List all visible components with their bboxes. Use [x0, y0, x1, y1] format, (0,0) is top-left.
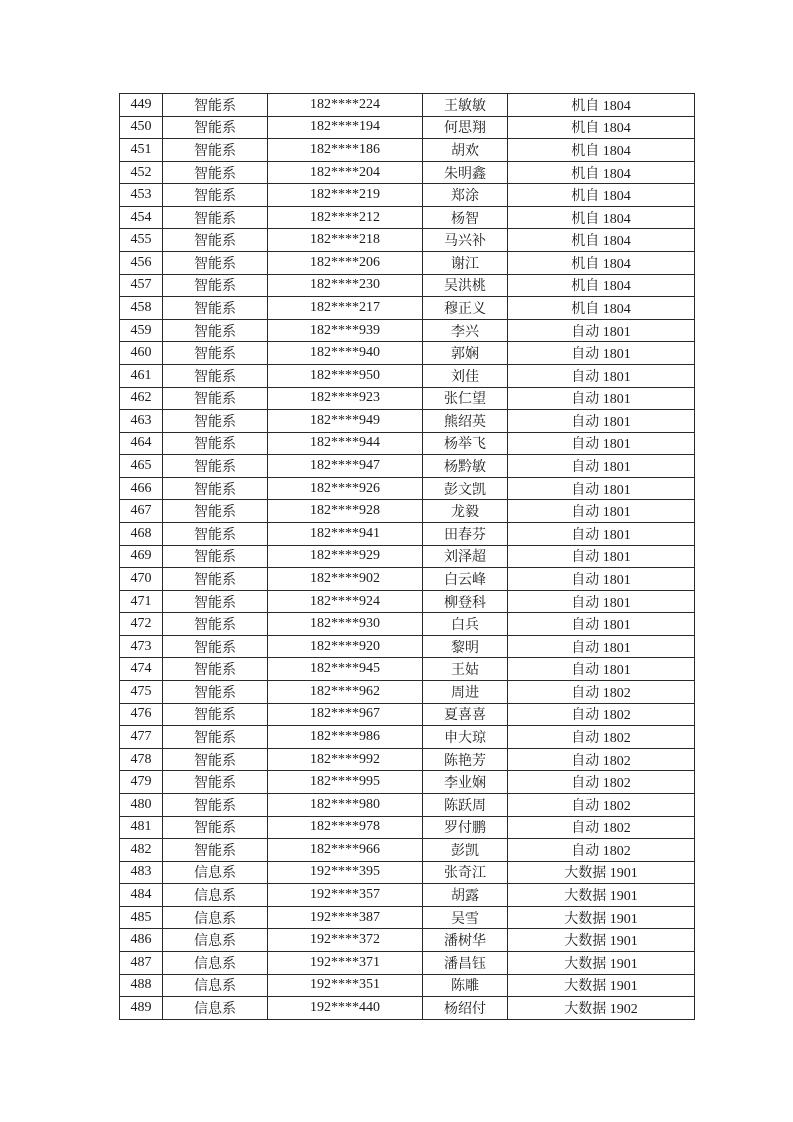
table-row: [120, 590, 695, 613]
department-cell: 智能系: [163, 726, 268, 749]
department-cell: 智能系: [163, 568, 268, 591]
table-row: [120, 997, 695, 1020]
department-cell: 信息系: [163, 951, 268, 974]
table-row: [120, 410, 695, 433]
class-cell: 机自 1804: [508, 139, 695, 162]
row-number-cell: 480: [120, 793, 163, 816]
student-id-cell: 182****924: [268, 590, 423, 613]
table-row: [120, 771, 695, 794]
student-id-cell: 182****940: [268, 342, 423, 365]
row-number-cell: 472: [120, 613, 163, 636]
student-name-cell: 李业娴: [423, 771, 508, 794]
student-name-cell: 张奇江: [423, 861, 508, 884]
table-row: [120, 477, 695, 500]
class-cell: 大数据 1901: [508, 974, 695, 997]
student-id-cell: 182****995: [268, 771, 423, 794]
student-id-cell: 182****230: [268, 274, 423, 297]
department-cell: 智能系: [163, 410, 268, 433]
student-roster-table: [119, 93, 695, 1020]
student-id-cell: 182****212: [268, 206, 423, 229]
table-row: [120, 545, 695, 568]
student-name-cell: 潘树华: [423, 929, 508, 952]
row-number-cell: 463: [120, 410, 163, 433]
student-id-cell: 182****950: [268, 364, 423, 387]
student-id-cell: 192****440: [268, 997, 423, 1020]
row-number-cell: 477: [120, 726, 163, 749]
student-name-cell: 王敏敏: [423, 94, 508, 117]
class-cell: 自动 1802: [508, 771, 695, 794]
row-number-cell: 456: [120, 252, 163, 275]
department-cell: 智能系: [163, 613, 268, 636]
table-row: [120, 161, 695, 184]
row-number-cell: 478: [120, 748, 163, 771]
student-name-cell: 谢江: [423, 252, 508, 275]
class-cell: 大数据 1901: [508, 951, 695, 974]
department-cell: 智能系: [163, 635, 268, 658]
table-row: [120, 522, 695, 545]
student-id-cell: 182****978: [268, 816, 423, 839]
class-cell: 大数据 1901: [508, 906, 695, 929]
department-cell: 智能系: [163, 522, 268, 545]
row-number-cell: 453: [120, 184, 163, 207]
department-cell: 智能系: [163, 681, 268, 704]
department-cell: 智能系: [163, 252, 268, 275]
student-id-cell: 182****992: [268, 748, 423, 771]
row-number-cell: 459: [120, 319, 163, 342]
class-cell: 自动 1801: [508, 658, 695, 681]
class-cell: 大数据 1902: [508, 997, 695, 1020]
student-id-cell: 182****186: [268, 139, 423, 162]
row-number-cell: 451: [120, 139, 163, 162]
class-cell: 机自 1804: [508, 94, 695, 117]
class-cell: 自动 1801: [508, 522, 695, 545]
department-cell: 智能系: [163, 658, 268, 681]
student-name-cell: 吴雪: [423, 906, 508, 929]
class-cell: 自动 1802: [508, 748, 695, 771]
table-row: [120, 455, 695, 478]
student-name-cell: 陈跃周: [423, 793, 508, 816]
class-cell: 自动 1802: [508, 839, 695, 862]
row-number-cell: 470: [120, 568, 163, 591]
table-row: [120, 929, 695, 952]
table-row: [120, 319, 695, 342]
department-cell: 智能系: [163, 771, 268, 794]
class-cell: 自动 1801: [508, 500, 695, 523]
student-name-cell: 彭凯: [423, 839, 508, 862]
student-name-cell: 穆正义: [423, 297, 508, 320]
department-cell: 智能系: [163, 590, 268, 613]
table-row: [120, 206, 695, 229]
table-row: [120, 703, 695, 726]
department-cell: 智能系: [163, 545, 268, 568]
department-cell: 智能系: [163, 116, 268, 139]
student-id-cell: 182****980: [268, 793, 423, 816]
student-name-cell: 杨绍付: [423, 997, 508, 1020]
class-cell: 自动 1801: [508, 319, 695, 342]
department-cell: 智能系: [163, 297, 268, 320]
student-id-cell: 182****949: [268, 410, 423, 433]
student-id-cell: 182****217: [268, 297, 423, 320]
department-cell: 智能系: [163, 274, 268, 297]
row-number-cell: 475: [120, 681, 163, 704]
student-id-cell: 182****219: [268, 184, 423, 207]
row-number-cell: 482: [120, 839, 163, 862]
class-cell: 大数据 1901: [508, 861, 695, 884]
class-cell: 机自 1804: [508, 161, 695, 184]
class-cell: 机自 1804: [508, 229, 695, 252]
department-cell: 智能系: [163, 139, 268, 162]
student-name-cell: 彭文凯: [423, 477, 508, 500]
student-name-cell: 龙毅: [423, 500, 508, 523]
department-cell: 智能系: [163, 816, 268, 839]
row-number-cell: 487: [120, 951, 163, 974]
student-id-cell: 182****204: [268, 161, 423, 184]
student-id-cell: 182****939: [268, 319, 423, 342]
student-id-cell: 182****966: [268, 839, 423, 862]
student-id-cell: 182****218: [268, 229, 423, 252]
student-name-cell: 申大琼: [423, 726, 508, 749]
student-id-cell: 182****947: [268, 455, 423, 478]
table-row: [120, 229, 695, 252]
student-id-cell: 192****371: [268, 951, 423, 974]
class-cell: 自动 1802: [508, 793, 695, 816]
row-number-cell: 483: [120, 861, 163, 884]
class-cell: 自动 1802: [508, 703, 695, 726]
row-number-cell: 452: [120, 161, 163, 184]
student-id-cell: 182****194: [268, 116, 423, 139]
department-cell: 智能系: [163, 500, 268, 523]
student-name-cell: 吴洪桃: [423, 274, 508, 297]
table-row: [120, 748, 695, 771]
row-number-cell: 465: [120, 455, 163, 478]
department-cell: 信息系: [163, 861, 268, 884]
row-number-cell: 476: [120, 703, 163, 726]
row-number-cell: 488: [120, 974, 163, 997]
class-cell: 自动 1801: [508, 635, 695, 658]
student-name-cell: 胡露: [423, 884, 508, 907]
table-row: [120, 658, 695, 681]
department-cell: 智能系: [163, 387, 268, 410]
class-cell: 自动 1801: [508, 455, 695, 478]
student-name-cell: 郑涂: [423, 184, 508, 207]
class-cell: 自动 1801: [508, 568, 695, 591]
department-cell: 信息系: [163, 929, 268, 952]
student-id-cell: 182****923: [268, 387, 423, 410]
student-id-cell: 182****206: [268, 252, 423, 275]
student-id-cell: 182****986: [268, 726, 423, 749]
student-id-cell: 192****357: [268, 884, 423, 907]
class-cell: 机自 1804: [508, 184, 695, 207]
class-cell: 自动 1801: [508, 410, 695, 433]
table-row: [120, 681, 695, 704]
row-number-cell: 464: [120, 432, 163, 455]
table-row: [120, 364, 695, 387]
class-cell: 机自 1804: [508, 206, 695, 229]
student-id-cell: 182****926: [268, 477, 423, 500]
department-cell: 智能系: [163, 455, 268, 478]
table-row: [120, 297, 695, 320]
student-id-cell: 182****920: [268, 635, 423, 658]
row-number-cell: 479: [120, 771, 163, 794]
table-row: [120, 500, 695, 523]
department-cell: 智能系: [163, 477, 268, 500]
class-cell: 自动 1801: [508, 364, 695, 387]
department-cell: 信息系: [163, 906, 268, 929]
department-cell: 智能系: [163, 94, 268, 117]
student-name-cell: 周进: [423, 681, 508, 704]
table-row: [120, 432, 695, 455]
student-name-cell: 杨黔敏: [423, 455, 508, 478]
student-name-cell: 夏喜喜: [423, 703, 508, 726]
table-row: [120, 139, 695, 162]
department-cell: 信息系: [163, 974, 268, 997]
class-cell: 自动 1802: [508, 726, 695, 749]
row-number-cell: 461: [120, 364, 163, 387]
student-id-cell: 182****930: [268, 613, 423, 636]
student-id-cell: 182****945: [268, 658, 423, 681]
table-row: [120, 387, 695, 410]
table-row: [120, 951, 695, 974]
class-cell: 自动 1801: [508, 613, 695, 636]
student-id-cell: 192****395: [268, 861, 423, 884]
row-number-cell: 489: [120, 997, 163, 1020]
table-row: [120, 568, 695, 591]
table-row: [120, 839, 695, 862]
student-id-cell: 182****941: [268, 522, 423, 545]
table-row: [120, 793, 695, 816]
row-number-cell: 450: [120, 116, 163, 139]
row-number-cell: 449: [120, 94, 163, 117]
department-cell: 智能系: [163, 364, 268, 387]
student-id-cell: 182****962: [268, 681, 423, 704]
row-number-cell: 468: [120, 522, 163, 545]
row-number-cell: 457: [120, 274, 163, 297]
student-id-cell: 192****372: [268, 929, 423, 952]
table-row: [120, 184, 695, 207]
roster-table-body: [120, 94, 695, 1020]
class-cell: 自动 1801: [508, 432, 695, 455]
class-cell: 自动 1802: [508, 816, 695, 839]
student-id-cell: 182****944: [268, 432, 423, 455]
row-number-cell: 486: [120, 929, 163, 952]
table-row: [120, 252, 695, 275]
class-cell: 自动 1802: [508, 681, 695, 704]
student-name-cell: 朱明鑫: [423, 161, 508, 184]
row-number-cell: 467: [120, 500, 163, 523]
department-cell: 智能系: [163, 184, 268, 207]
department-cell: 智能系: [163, 161, 268, 184]
student-name-cell: 郭娴: [423, 342, 508, 365]
student-name-cell: 胡欢: [423, 139, 508, 162]
table-row: [120, 861, 695, 884]
table-row: [120, 342, 695, 365]
department-cell: 智能系: [163, 206, 268, 229]
row-number-cell: 455: [120, 229, 163, 252]
class-cell: 机自 1804: [508, 297, 695, 320]
row-number-cell: 460: [120, 342, 163, 365]
department-cell: 信息系: [163, 997, 268, 1020]
student-name-cell: 田春芬: [423, 522, 508, 545]
student-name-cell: 杨智: [423, 206, 508, 229]
row-number-cell: 458: [120, 297, 163, 320]
class-cell: 自动 1801: [508, 387, 695, 410]
student-name-cell: 李兴: [423, 319, 508, 342]
student-id-cell: 182****224: [268, 94, 423, 117]
table-row: [120, 816, 695, 839]
table-row: [120, 94, 695, 117]
class-cell: 大数据 1901: [508, 884, 695, 907]
student-name-cell: 柳登科: [423, 590, 508, 613]
student-id-cell: 182****929: [268, 545, 423, 568]
student-name-cell: 王姑: [423, 658, 508, 681]
department-cell: 智能系: [163, 229, 268, 252]
department-cell: 智能系: [163, 703, 268, 726]
student-name-cell: 刘佳: [423, 364, 508, 387]
row-number-cell: 474: [120, 658, 163, 681]
student-name-cell: 马兴补: [423, 229, 508, 252]
student-id-cell: 182****928: [268, 500, 423, 523]
class-cell: 机自 1804: [508, 252, 695, 275]
student-name-cell: 熊绍英: [423, 410, 508, 433]
student-id-cell: 192****387: [268, 906, 423, 929]
student-name-cell: 白兵: [423, 613, 508, 636]
class-cell: 自动 1801: [508, 545, 695, 568]
class-cell: 机自 1804: [508, 116, 695, 139]
department-cell: 信息系: [163, 884, 268, 907]
student-name-cell: 陈艳芳: [423, 748, 508, 771]
student-name-cell: 潘昌钰: [423, 951, 508, 974]
row-number-cell: 466: [120, 477, 163, 500]
department-cell: 智能系: [163, 319, 268, 342]
student-name-cell: 何思翔: [423, 116, 508, 139]
row-number-cell: 473: [120, 635, 163, 658]
table-row: [120, 635, 695, 658]
row-number-cell: 454: [120, 206, 163, 229]
department-cell: 智能系: [163, 342, 268, 365]
table-row: [120, 613, 695, 636]
class-cell: 自动 1801: [508, 590, 695, 613]
table-row: [120, 906, 695, 929]
table-row: [120, 116, 695, 139]
student-name-cell: 白云峰: [423, 568, 508, 591]
student-id-cell: 192****351: [268, 974, 423, 997]
student-name-cell: 陈雕: [423, 974, 508, 997]
class-cell: 机自 1804: [508, 274, 695, 297]
student-name-cell: 黎明: [423, 635, 508, 658]
student-id-cell: 182****902: [268, 568, 423, 591]
department-cell: 智能系: [163, 793, 268, 816]
class-cell: 自动 1801: [508, 342, 695, 365]
department-cell: 智能系: [163, 432, 268, 455]
row-number-cell: 484: [120, 884, 163, 907]
row-number-cell: 485: [120, 906, 163, 929]
table-row: [120, 884, 695, 907]
student-name-cell: 罗付鹏: [423, 816, 508, 839]
row-number-cell: 462: [120, 387, 163, 410]
table-row: [120, 274, 695, 297]
student-name-cell: 杨举飞: [423, 432, 508, 455]
row-number-cell: 469: [120, 545, 163, 568]
row-number-cell: 471: [120, 590, 163, 613]
class-cell: 自动 1801: [508, 477, 695, 500]
department-cell: 智能系: [163, 839, 268, 862]
student-name-cell: 张仁望: [423, 387, 508, 410]
row-number-cell: 481: [120, 816, 163, 839]
department-cell: 智能系: [163, 748, 268, 771]
class-cell: 大数据 1901: [508, 929, 695, 952]
student-name-cell: 刘泽超: [423, 545, 508, 568]
student-id-cell: 182****967: [268, 703, 423, 726]
table-row: [120, 974, 695, 997]
table-row: [120, 726, 695, 749]
